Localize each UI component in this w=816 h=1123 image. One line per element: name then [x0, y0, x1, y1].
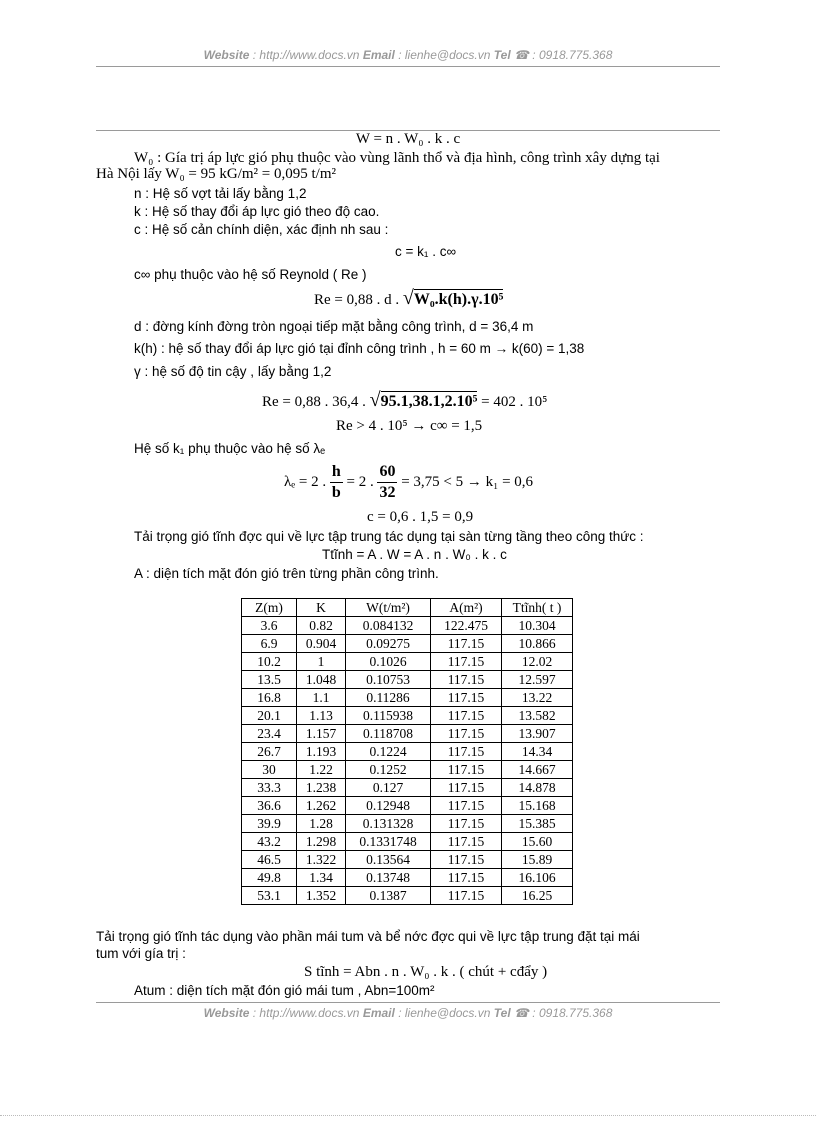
- static-definition: Tải trọng gió tĩnh đợc qui về lực tập trung tác dụng tại sàn từng tầng theo công thức :: [134, 529, 644, 544]
- website-url[interactable]: : http://www.docs.vn: [252, 48, 360, 62]
- table-row: [242, 761, 573, 779]
- email-label: Email: [362, 1006, 395, 1020]
- lambda-formula: [284, 462, 533, 503]
- table-cell: 43.2: [242, 833, 297, 851]
- table-cell: 0.09275: [346, 635, 431, 653]
- email-label: Email: [362, 48, 395, 62]
- table-cell: 16.25: [502, 887, 573, 905]
- table-cell: 3.6: [242, 617, 297, 635]
- table-cell: 117.15: [431, 689, 502, 707]
- table-cell: 12.597: [502, 671, 573, 689]
- table-cell: 1.1: [297, 689, 346, 707]
- table-cell: 1.22: [297, 761, 346, 779]
- lambda-mid: = 2 .: [346, 473, 374, 490]
- fraction-denominator: 32: [379, 484, 396, 501]
- table-cell: 6.9: [242, 635, 297, 653]
- website-label: Website: [203, 48, 250, 62]
- re-calc-root: 95.1,38.1,2.10⁵: [380, 393, 478, 410]
- wind-load-table: [241, 598, 573, 905]
- table-cell: 117.15: [431, 887, 502, 905]
- table-cell: 0.13564: [346, 851, 431, 869]
- bottom-dotted-rule: [0, 1115, 816, 1116]
- table-cell: 1.322: [297, 851, 346, 869]
- re-calculation: [262, 389, 547, 412]
- table-cell: 13.22: [502, 689, 573, 707]
- table-row: [242, 689, 573, 707]
- k-definition: k : Hệ số thay đổi áp lực gió theo độ cao.: [134, 204, 380, 219]
- email-value[interactable]: : lienhe@docs.vn: [398, 1006, 491, 1020]
- re-calc-result: = 402 . 10⁵: [481, 394, 548, 410]
- table-cell: 13.907: [502, 725, 573, 743]
- table-row: [242, 779, 573, 797]
- table-cell: 1.048: [297, 671, 346, 689]
- fraction-h-b: [330, 462, 343, 503]
- table-row: [242, 707, 573, 725]
- table-cell: 0.131328: [346, 815, 431, 833]
- header-rule: [96, 66, 720, 67]
- website-label: Website: [203, 1006, 250, 1020]
- tel-label: Tel: [493, 48, 511, 62]
- table-header-cell: Z(m): [242, 599, 297, 617]
- table-cell: 10.866: [502, 635, 573, 653]
- table-cell: 0.1026: [346, 653, 431, 671]
- table-cell: 10.2: [242, 653, 297, 671]
- table-cell: 117.15: [431, 653, 502, 671]
- table-cell: 1.34: [297, 869, 346, 887]
- table-header-cell: W(t/m²): [346, 599, 431, 617]
- table-cell: 0.127: [346, 779, 431, 797]
- re-compare: Re > 4 . 10⁵ → c∞ = 1,5: [336, 418, 483, 434]
- roof-text-2: tum với gía trị :: [96, 946, 186, 961]
- table-cell: 1.352: [297, 887, 346, 905]
- cinf-definition: c∞ phụ thuộc vào hệ số Reynold ( Re ): [134, 267, 367, 282]
- d-definition: d : đờng kính đờng tròn ngoại tiếp mặt bằng công trình, d = 36,4 m: [134, 319, 534, 334]
- roof-text-1: Tải trọng gió tĩnh tác dụng vào phần mái tum và bể nớc đợc qui về lực tập trung đặt tại mái: [96, 929, 640, 944]
- table-cell: 15.89: [502, 851, 573, 869]
- table-cell: 117.15: [431, 725, 502, 743]
- lambda-prefix: λₑ = 2 .: [284, 473, 327, 490]
- c-result: c = 0,6 . 1,5 = 0,9: [367, 509, 474, 525]
- table-cell: 1.28: [297, 815, 346, 833]
- table-row: [242, 653, 573, 671]
- fraction-60-32: [377, 462, 397, 503]
- table-cell: 0.12948: [346, 797, 431, 815]
- a-definition: A : diện tích mặt đón gió trên từng phần công trình.: [134, 566, 439, 581]
- sqrt-icon: √: [402, 287, 414, 309]
- table-cell: 15.385: [502, 815, 573, 833]
- table-cell: 46.5: [242, 851, 297, 869]
- re-formula-prefix: Re = 0,88 . d .: [314, 292, 400, 308]
- formula-w: W = n . W₀ . k . c: [355, 131, 461, 147]
- table-row: [242, 833, 573, 851]
- table-cell: 0.115938: [346, 707, 431, 725]
- table-cell: 122.475: [431, 617, 502, 635]
- table-cell: 117.15: [431, 671, 502, 689]
- table-cell: 0.1387: [346, 887, 431, 905]
- table-cell: 33.3: [242, 779, 297, 797]
- table-cell: 0.82: [297, 617, 346, 635]
- table-cell: 117.15: [431, 707, 502, 725]
- table-cell: 0.118708: [346, 725, 431, 743]
- table-cell: 16.8: [242, 689, 297, 707]
- re-calc-prefix: Re = 0,88 . 36,4 .: [262, 394, 366, 410]
- table-body: [242, 617, 573, 905]
- table-cell: 0.1224: [346, 743, 431, 761]
- table-cell: 13.5: [242, 671, 297, 689]
- table-cell: 0.1331748: [346, 833, 431, 851]
- gamma-definition: γ : hệ số độ tin cậy , lấy bằng 1,2: [134, 364, 332, 379]
- table-cell: 13.582: [502, 707, 573, 725]
- table-row: [242, 869, 573, 887]
- re-formula-root: W₀.k(h).γ.10⁵: [413, 291, 504, 308]
- table-cell: 1.157: [297, 725, 346, 743]
- tel-value: ☎ : 0918.775.368: [514, 1006, 613, 1020]
- table-cell: 10.304: [502, 617, 573, 635]
- table-row: [242, 797, 573, 815]
- fraction-numerator: h: [330, 462, 343, 483]
- lambda-result: = 3,75 < 5 → k₁ = 0,6: [401, 473, 534, 490]
- table-cell: 49.8: [242, 869, 297, 887]
- table-cell: 36.6: [242, 797, 297, 815]
- table-cell: 23.4: [242, 725, 297, 743]
- table-row: [242, 887, 573, 905]
- table-row: [242, 815, 573, 833]
- table-row: [242, 725, 573, 743]
- tel-value: ☎ : 0918.775.368: [514, 48, 613, 62]
- table-cell: 117.15: [431, 869, 502, 887]
- table-cell: 20.1: [242, 707, 297, 725]
- s-formula: S tĩnh = Abn . n . W₀ . k . ( chút + cđẩy ): [304, 964, 548, 980]
- table-row: [242, 851, 573, 869]
- table-cell: 117.15: [431, 815, 502, 833]
- w0-definition-1: W₀ : Gía trị áp lực gió phụ thuộc vào vùng lãnh thổ và địa hình, công trình xây dựng tại: [134, 150, 660, 166]
- table-cell: 14.878: [502, 779, 573, 797]
- table-header-cell: K: [297, 599, 346, 617]
- table-cell: 117.15: [431, 851, 502, 869]
- table-cell: 0.13748: [346, 869, 431, 887]
- table-cell: 15.168: [502, 797, 573, 815]
- table-cell: 1: [297, 653, 346, 671]
- email-value[interactable]: : lienhe@docs.vn: [398, 48, 491, 62]
- fraction-denominator: b: [331, 484, 341, 501]
- table-cell: 15.60: [502, 833, 573, 851]
- table-row: [242, 743, 573, 761]
- table-cell: 1.298: [297, 833, 346, 851]
- table-cell: 0.084132: [346, 617, 431, 635]
- table-cell: 39.9: [242, 815, 297, 833]
- table-cell: 53.1: [242, 887, 297, 905]
- table-cell: 117.15: [431, 833, 502, 851]
- table-header-row: [242, 599, 573, 617]
- c-definition: c : Hệ số cản chính diện, xác định nh sau :: [134, 222, 389, 237]
- table-cell: 117.15: [431, 761, 502, 779]
- table-cell: 117.15: [431, 635, 502, 653]
- fraction-numerator: 60: [377, 462, 397, 483]
- table-row: [242, 671, 573, 689]
- table-cell: 1.13: [297, 707, 346, 725]
- website-url[interactable]: : http://www.docs.vn: [252, 1006, 360, 1020]
- table-header-cell: Ttĩnh( t ): [502, 599, 573, 617]
- atum-definition: Atum : diện tích mặt đón gió mái tum , Abn=100m²: [134, 983, 435, 998]
- table-cell: 117.15: [431, 743, 502, 761]
- table-cell: 1.262: [297, 797, 346, 815]
- table-cell: 14.34: [502, 743, 573, 761]
- kh-definition: k(h) : hệ số thay đổi áp lực gió tại đỉnh công trình , h = 60 m → k(60) = 1,38: [134, 341, 585, 356]
- table-cell: 0.904: [297, 635, 346, 653]
- k1-definition: Hệ số k₁ phụ thuộc vào hệ số λₑ: [134, 441, 326, 456]
- table-header-cell: A(m²): [431, 599, 502, 617]
- table-cell: 12.02: [502, 653, 573, 671]
- tel-label: Tel: [493, 1006, 511, 1020]
- table-cell: 1.193: [297, 743, 346, 761]
- page-footer: [0, 1006, 816, 1020]
- table-cell: 117.15: [431, 779, 502, 797]
- footer-rule: [96, 1002, 720, 1003]
- re-formula: [314, 287, 503, 310]
- c-formula: c = k₁ . c∞: [395, 244, 457, 259]
- table-cell: 117.15: [431, 797, 502, 815]
- table-row: [242, 617, 573, 635]
- sqrt-icon: √: [369, 389, 381, 411]
- w0-definition-2: Hà Nội lấy W₀ = 95 kG/m² = 0,095 t/m²: [96, 166, 337, 182]
- n-definition: n : Hệ số vợt tải lấy bằng 1,2: [134, 186, 307, 201]
- table-row: [242, 635, 573, 653]
- table-cell: 26.7: [242, 743, 297, 761]
- table-cell: 14.667: [502, 761, 573, 779]
- table-cell: 16.106: [502, 869, 573, 887]
- table-cell: 0.11286: [346, 689, 431, 707]
- page-header: [0, 48, 816, 62]
- t-formula: Ttĩnh = A . W = A . n . W₀ . k . c: [322, 547, 507, 562]
- table-cell: 0.10753: [346, 671, 431, 689]
- table-cell: 1.238: [297, 779, 346, 797]
- table-cell: 0.1252: [346, 761, 431, 779]
- table-cell: 30: [242, 761, 297, 779]
